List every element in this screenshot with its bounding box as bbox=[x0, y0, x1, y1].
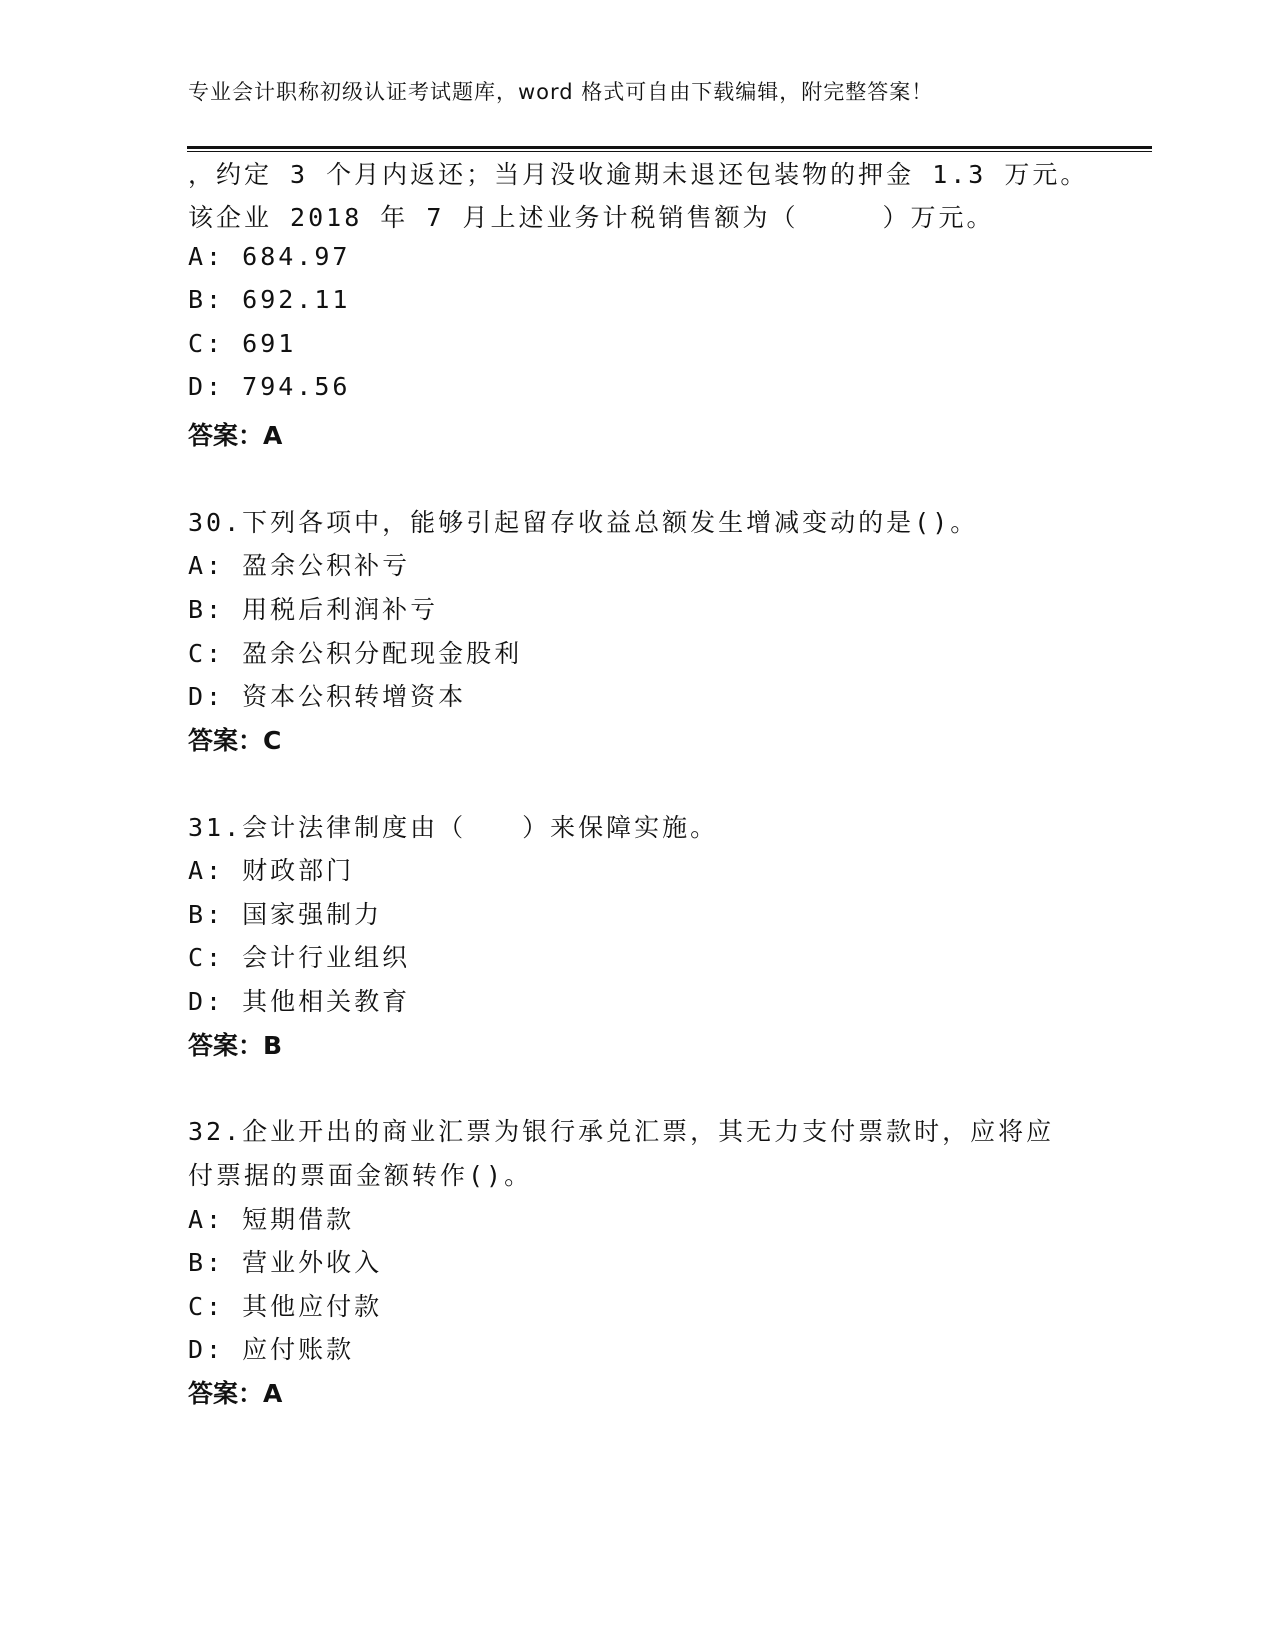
q32-option-c: C: 其他应付款 bbox=[188, 1292, 383, 1321]
q31-option-a: A: 财政部门 bbox=[188, 856, 355, 885]
q31-answer: 答案：B bbox=[188, 1031, 283, 1060]
q32-stem-line-1: 32.企业开出的商业汇票为银行承兑汇票，其无力支付票款时，应将应 bbox=[188, 1117, 1055, 1146]
q29-option-b: B: 692.11 bbox=[188, 285, 351, 314]
header-rule-thin bbox=[187, 151, 1152, 152]
header-rule-thick bbox=[187, 146, 1152, 149]
q29-option-c: C: 691 bbox=[188, 329, 297, 358]
q30-option-c: C: 盈余公积分配现金股利 bbox=[188, 639, 523, 668]
q32-option-b: B: 营业外收入 bbox=[188, 1248, 383, 1277]
q29-option-a: A: 684.97 bbox=[188, 242, 351, 271]
q31-option-b: B: 国家强制力 bbox=[188, 900, 383, 929]
page-header: 专业会计职称初级认证考试题库，word 格式可自由下载编辑，附完整答案！ bbox=[188, 80, 934, 104]
q30-option-b: B: 用税后利润补亏 bbox=[188, 595, 439, 624]
q30-answer: 答案：C bbox=[188, 726, 282, 755]
q32-option-a: A: 短期借款 bbox=[188, 1205, 355, 1234]
q31-option-c: C: 会计行业组织 bbox=[188, 943, 411, 972]
q30-stem: 30.下列各项中，能够引起留存收益总额发生增减变动的是()。 bbox=[188, 508, 979, 537]
q32-stem-line-2: 付票据的票面金额转作()。 bbox=[188, 1161, 533, 1190]
q30-option-d: D: 资本公积转增资本 bbox=[188, 682, 467, 711]
q29-answer: 答案：A bbox=[188, 421, 283, 450]
q29-continuation-line-2: 该企业 2018 年 7 月上述业务计税销售额为（ ）万元。 bbox=[188, 203, 995, 232]
q29-continuation-line-1: ，约定 3 个月内返还；当月没收逾期未退还包装物的押金 1.3 万元。 bbox=[188, 160, 1089, 189]
q32-option-d: D: 应付账款 bbox=[188, 1335, 355, 1364]
q30-option-a: A: 盈余公积补亏 bbox=[188, 551, 411, 580]
q31-stem: 31.会计法律制度由（ ）来保障实施。 bbox=[188, 813, 719, 842]
q29-option-d: D: 794.56 bbox=[188, 372, 351, 401]
q32-answer: 答案：A bbox=[188, 1379, 283, 1408]
q31-option-d: D: 其他相关教育 bbox=[188, 987, 411, 1016]
